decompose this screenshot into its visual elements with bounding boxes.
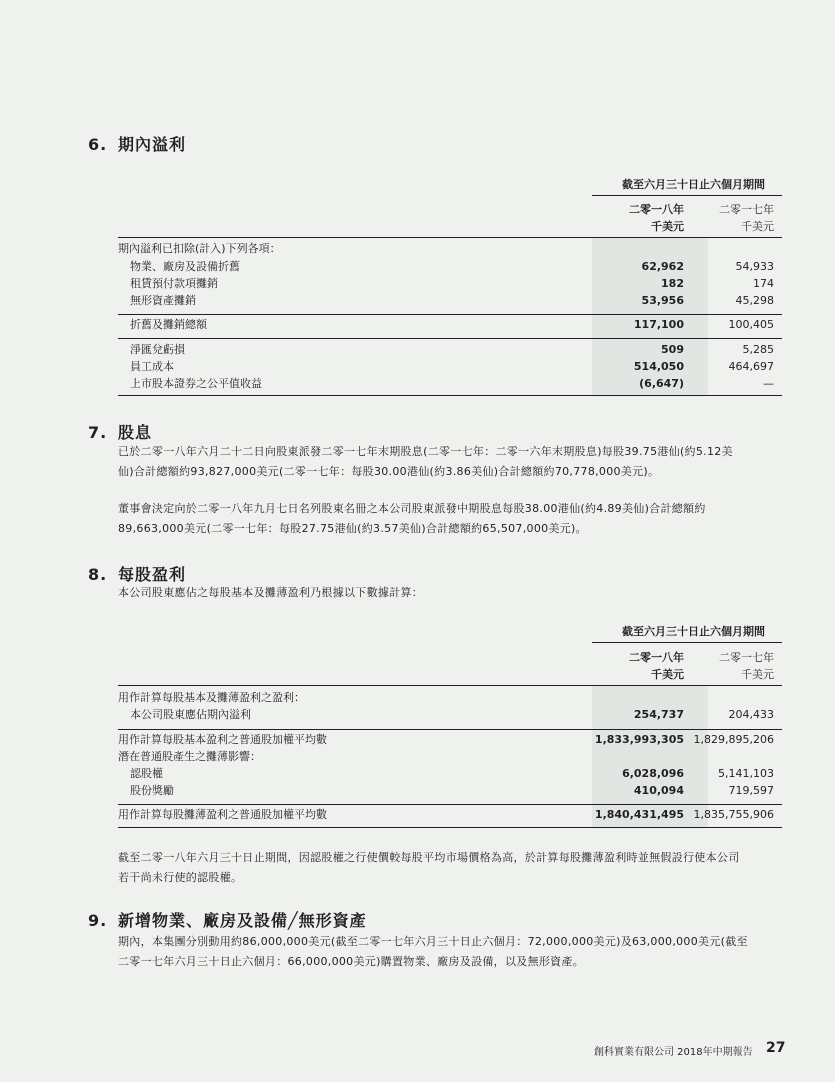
table-row: 用作計算每股基本及攤薄盈利之盈利： — [118, 691, 305, 704]
table-row: 股份獎勵 410,094 719,597 — [130, 784, 774, 797]
table-row: 淨匯兌虧損 509 5,285 — [130, 343, 774, 356]
subtotal-bottom-rule — [118, 338, 782, 339]
table-row: 期內溢利已扣除(計入)下列各項： — [118, 242, 281, 255]
table-row: 員工成本 514,050 464,697 — [130, 360, 774, 373]
section-title: 股息 — [118, 423, 153, 442]
section-7-heading — [88, 420, 152, 443]
table-row: 本公司股東應佔期內溢利 254,737 204,433 — [130, 708, 774, 721]
section-title: 每股盈利 — [118, 565, 187, 584]
table-bottom-rule — [118, 395, 782, 396]
table-row: 物業、廠房及設備折舊 62,962 54,933 — [130, 260, 774, 273]
dividend-paragraph-1: 已於二零一八年六月二十二日向股東派發二零一七年末期股息(二零一七年：二零一六年末期股息)每股39.75港仙(約5.12美 仙)合計總額約93,827,000美元(二零一七年：每股30.00港仙(約3.86美仙)合計總額約70,778,000美元)。 — [118, 445, 733, 478]
row-rule — [118, 804, 782, 805]
section-title: 期內溢利 — [118, 135, 187, 154]
profit-table — [118, 168, 782, 398]
row-rule — [118, 729, 782, 730]
col1-year: 二零一八年 — [629, 203, 684, 216]
table-top-rule — [118, 237, 782, 238]
eps-intro: 本公司股東應佔之每股基本及攤薄盈利乃根據以下數據計算： — [118, 586, 424, 599]
section-title: 新增物業、廠房及設備╱無形資產 — [118, 911, 367, 930]
section-8-heading — [88, 562, 186, 585]
table-row: 用作計算每股基本盈利之普通股加權平均數 1,833,993,305 1,829,895,206 — [118, 733, 774, 746]
col2-unit: 千美元 — [741, 220, 774, 233]
section-number: 9. — [88, 911, 108, 930]
table-row-total: 用作計算每股攤薄盈利之普通股加權平均數 1,840,431,495 1,835,755,906 — [118, 808, 774, 821]
section-6-heading — [88, 132, 186, 155]
section-number: 8. — [88, 565, 108, 584]
col1-unit: 千美元 — [651, 220, 684, 233]
table-row: 租賃預付款項攤銷 182 174 — [130, 277, 774, 290]
table-bottom-rule — [118, 827, 782, 828]
table-top-rule — [118, 685, 782, 686]
col1-unit: 千美元 — [651, 668, 684, 681]
table-row: 潛在普通股產生之攤薄影響： — [118, 750, 261, 763]
footer-text: 創科實業有限公司 2018年中期報告 — [594, 1047, 753, 1058]
dividend-paragraph-2: 董事會決定向於二零一八年九月七日名列股東名冊之本公司股東派發中期股息每股38.00港仙(約4.89美仙)合計總額約 89,663,000美元(二零一七年：每股27.75港仙(約3.57美仙)合計總額約65,507,000美元)。 — [118, 502, 706, 535]
col2-year: 二零一七年 — [719, 651, 774, 664]
eps-table — [118, 618, 782, 830]
page-number: 27 — [766, 1040, 786, 1056]
section-number: 6. — [88, 135, 108, 154]
col2-year: 二零一七年 — [719, 203, 774, 216]
header-rule — [592, 642, 782, 643]
header-rule — [592, 195, 782, 196]
col1-year: 二零一八年 — [629, 651, 684, 664]
table-row: 無形資產攤銷 53,956 45,298 — [130, 294, 774, 307]
table-row: 上市股本證券之公平值收益 (6,647) — — [130, 377, 774, 390]
period-header: 截至六月三十日止六個月期間 — [622, 625, 765, 638]
subtotal-top-rule — [118, 314, 782, 315]
col2-unit: 千美元 — [741, 668, 774, 681]
table-row: 認股權 6,028,096 5,141,103 — [130, 767, 774, 780]
section-9-heading — [88, 908, 367, 931]
section-number: 7. — [88, 423, 108, 442]
table-row-total: 折舊及攤銷總額 117,100 100,405 — [130, 318, 774, 331]
capex-paragraph: 期內，本集團分別動用約86,000,000美元(截至二零一七年六月三十日止六個月：72,000,000美元)及63,000,000美元(截至 二零一七年六月三十日止六個月：66,000,000美元)購置物業、廠房及設備，以及無形資產。 — [118, 935, 748, 968]
eps-note: 截至二零一八年六月三十日止期間，因認股權之行使價較每股平均市場價格為高，於計算每股攤薄盈利時並無假設行使本公司 若干尚未行使的認股權。 — [118, 851, 740, 884]
period-header: 截至六月三十日止六個月期間 — [622, 178, 765, 191]
